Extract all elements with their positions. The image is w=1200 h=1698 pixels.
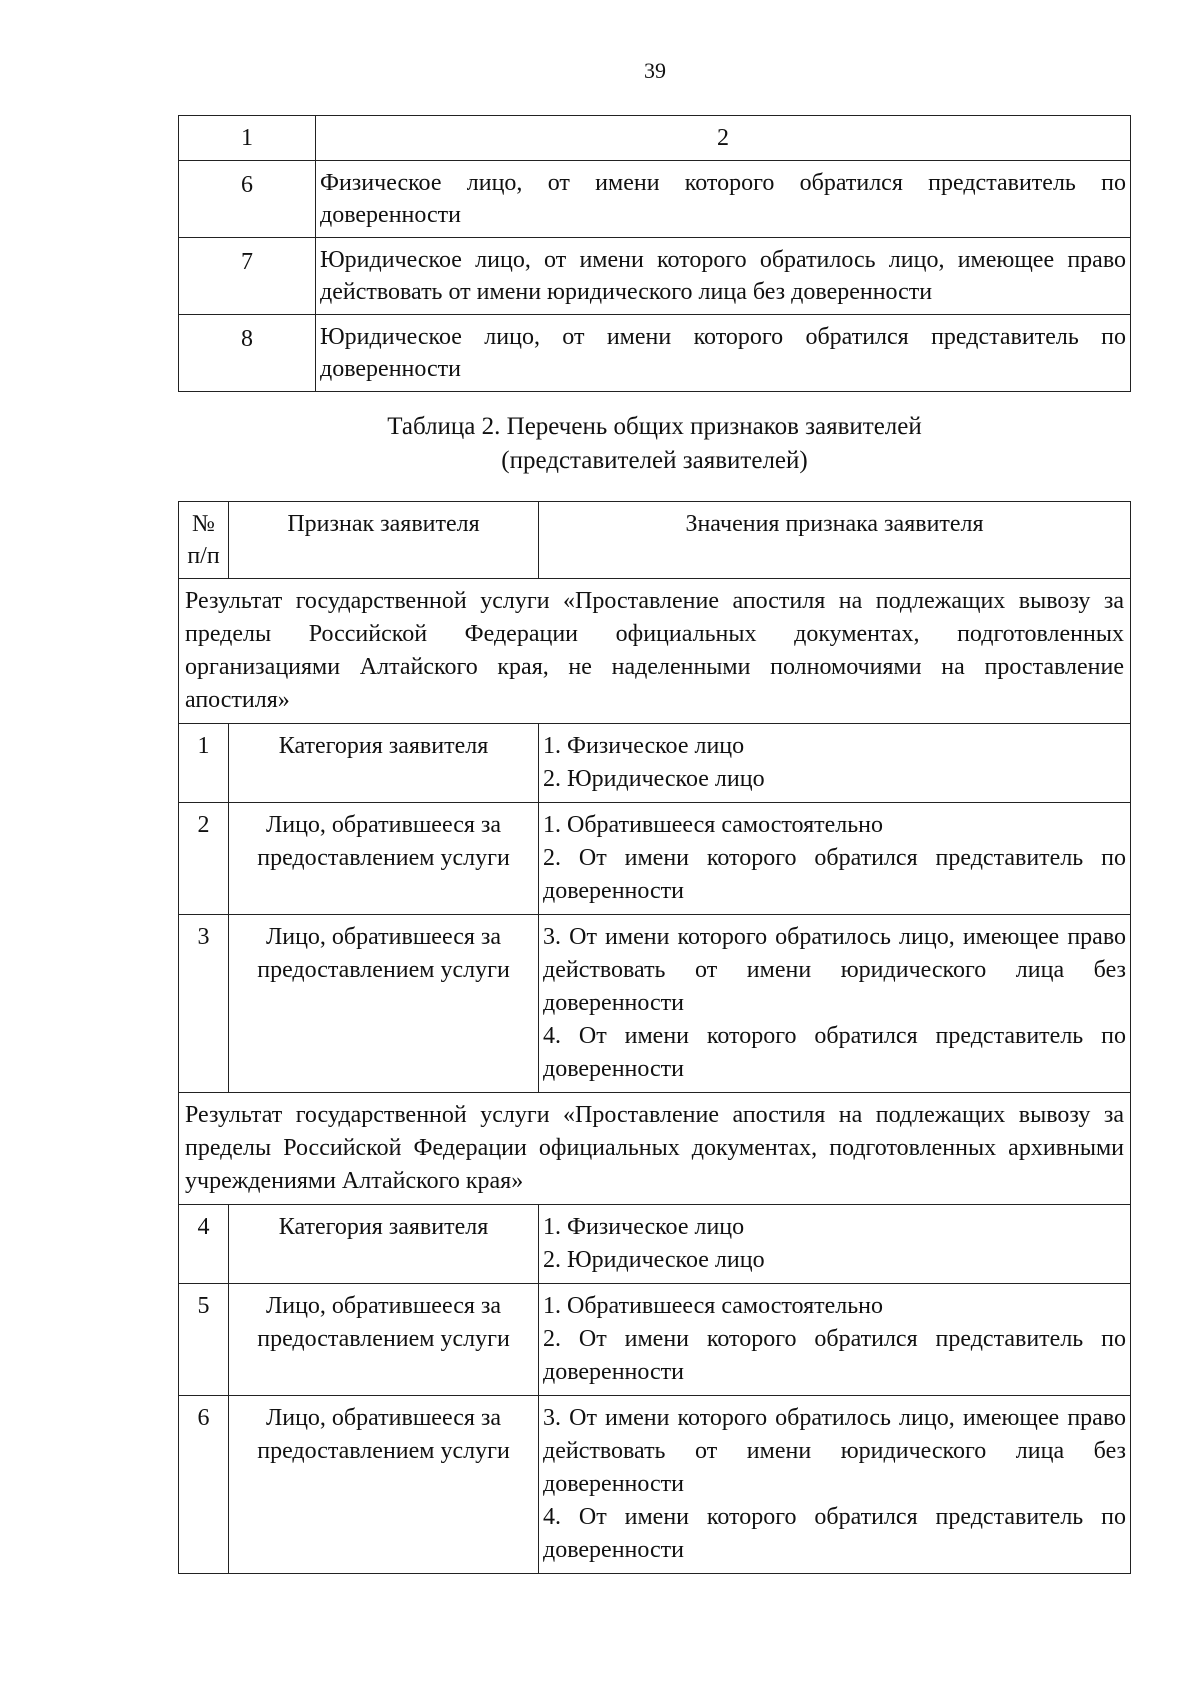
row-text: Физическое лицо, от имени которого обратился представитель по доверенности — [316, 161, 1131, 238]
value-item: 4. От имени которого обратился представитель по доверенности — [543, 1023, 1126, 1082]
table-caption — [178, 410, 1131, 478]
row-values — [539, 803, 1131, 915]
row-number: 2 — [179, 803, 229, 915]
header-number: № п/п — [179, 502, 229, 579]
header-values: Значения признака заявителя — [539, 502, 1131, 579]
row-attribute: Категория заявителя — [229, 1205, 539, 1284]
row-attribute: Лицо, обратившееся за предоставлением услуги — [229, 1284, 539, 1396]
row-values — [539, 1284, 1131, 1396]
value-item: 1. Обратившееся самостоятельно — [543, 812, 884, 838]
row-attribute: Лицо, обратившееся за предоставлением услуги — [229, 803, 539, 915]
applicant-attributes-table — [178, 501, 1131, 1574]
section-row — [179, 1093, 1131, 1205]
caption-line-2: (представителей заявителей) — [501, 447, 808, 474]
row-number: 6 — [179, 161, 316, 238]
value-item: 3. От имени которого обратилось лицо, имеющее право действовать от имени юридического лица без доверенности — [543, 924, 1126, 1016]
page-number: 39 — [644, 58, 666, 83]
column-number-2: 2 — [316, 116, 1131, 161]
table-row — [179, 803, 1131, 915]
table-row — [179, 724, 1131, 803]
value-item: 3. От имени которого обратилось лицо, имеющее право действовать от имени юридического лица без доверенности — [543, 1405, 1126, 1497]
column-number-1: 1 — [179, 116, 316, 161]
row-values — [539, 1205, 1131, 1284]
section-title: Результат государственной услуги «Проставление апостиля на подлежащих вывозу за пределы Российской Федерации официальных документах, подготовленных архивными учреждениями Алтайского края» — [179, 1093, 1131, 1205]
value-item: 2. Юридическое лицо — [543, 766, 765, 792]
row-attribute: Лицо, обратившееся за предоставлением услуги — [229, 915, 539, 1093]
table-row — [179, 238, 1131, 315]
row-number: 1 — [179, 724, 229, 803]
table-row — [179, 315, 1131, 392]
value-item: 4. От имени которого обратился представитель по доверенности — [543, 1504, 1126, 1563]
section-row — [179, 579, 1131, 724]
row-number: 4 — [179, 1205, 229, 1284]
table-row — [179, 161, 1131, 238]
row-text: Юридическое лицо, от имени которого обратился представитель по доверенности — [316, 315, 1131, 392]
applicant-types-table-continued — [178, 115, 1131, 392]
row-values — [539, 1396, 1131, 1574]
table-header-row — [179, 502, 1131, 579]
table-row — [179, 1205, 1131, 1284]
row-number: 3 — [179, 915, 229, 1093]
row-values — [539, 915, 1131, 1093]
caption-line-1: Таблица 2. Перечень общих признаков заявителей — [387, 413, 922, 440]
table-row — [179, 1396, 1131, 1574]
row-attribute: Категория заявителя — [229, 724, 539, 803]
value-item: 2. От имени которого обратился представитель по доверенности — [543, 845, 1126, 904]
value-item: 1. Физическое лицо — [543, 1214, 745, 1240]
row-values — [539, 724, 1131, 803]
value-item: 2. От имени которого обратился представитель по доверенности — [543, 1326, 1126, 1385]
value-item: 1. Обратившееся самостоятельно — [543, 1293, 884, 1319]
row-attribute: Лицо, обратившееся за предоставлением услуги — [229, 1396, 539, 1574]
row-number: 5 — [179, 1284, 229, 1396]
row-text: Юридическое лицо, от имени которого обратилось лицо, имеющее право действовать от имени юридического лица без доверенности — [316, 238, 1131, 315]
value-item: 2. Юридическое лицо — [543, 1247, 765, 1273]
section-title: Результат государственной услуги «Проставление апостиля на подлежащих вывозу за пределы Российской Федерации официальных документах, подготовленных организациями Алтайского края, не наделенными полномочиями на проставление апостиля» — [179, 579, 1131, 724]
row-number: 8 — [179, 315, 316, 392]
value-item: 1. Физическое лицо — [543, 733, 745, 759]
table-header-row — [179, 116, 1131, 161]
header-attribute: Признак заявителя — [229, 502, 539, 579]
table-row — [179, 915, 1131, 1093]
row-number: 7 — [179, 238, 316, 315]
row-number: 6 — [179, 1396, 229, 1574]
table-row — [179, 1284, 1131, 1396]
